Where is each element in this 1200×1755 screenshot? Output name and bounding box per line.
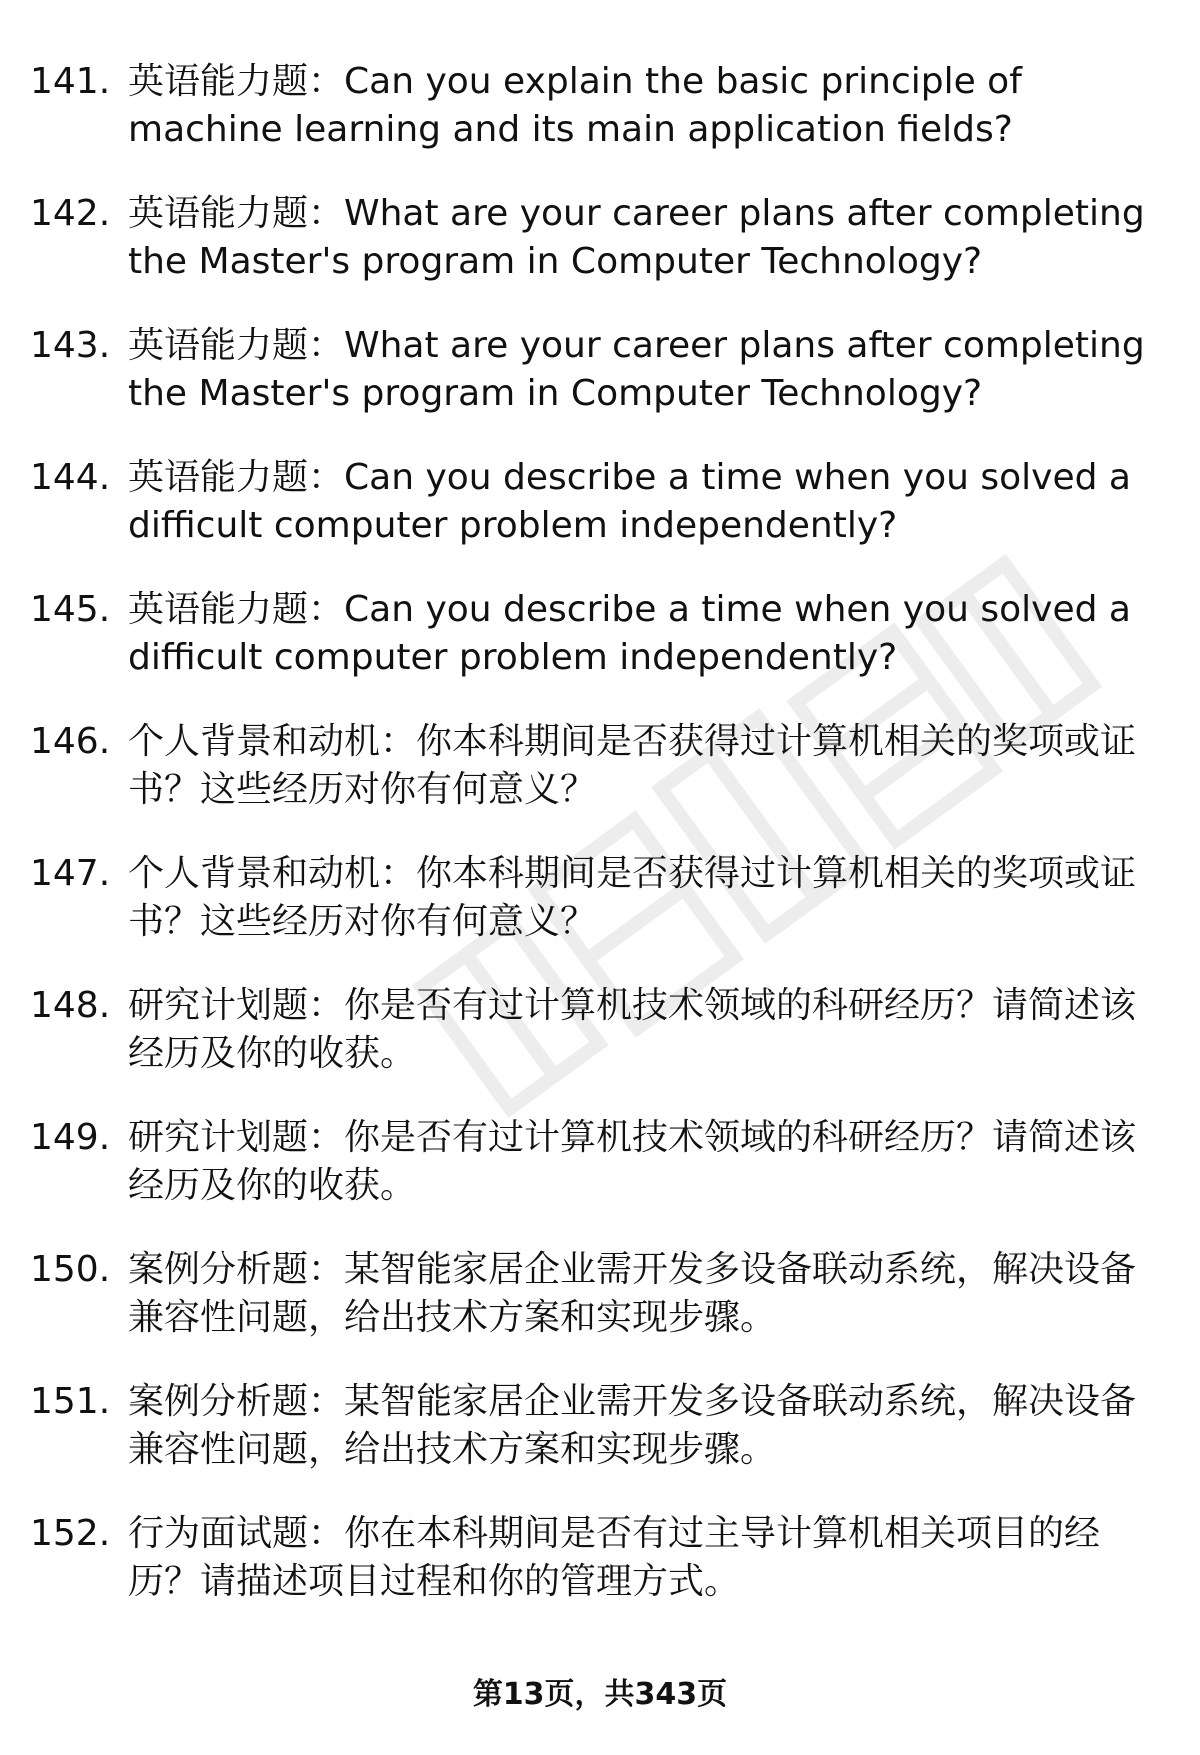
question-item	[0, 850, 1200, 982]
question-item	[0, 454, 1200, 586]
question-text: 英语能力题：Can you describe a time when you solved a difficult computer problem independently?	[128, 589, 1131, 678]
question-item	[0, 982, 1200, 1114]
question-number: 148.	[30, 985, 111, 1026]
question-text: 行为面试题：你在本科期间是否有过主导计算机相关项目的经历？请描述项目过程和你的管理方式。	[128, 1513, 1101, 1602]
question-text: 个人背景和动机：你本科期间是否获得过计算机相关的奖项或证书？这些经历对你有何意义？	[128, 853, 1137, 942]
question-item	[0, 718, 1200, 850]
question-item	[0, 190, 1200, 322]
question-text: 案例分析题：某智能家居企业需开发多设备联动系统，解决设备兼容性问题，给出技术方案和实现步骤。	[128, 1249, 1137, 1338]
question-item	[0, 58, 1200, 190]
question-text: 英语能力题：What are your career plans after completing the Master's program in Computer Technology?	[128, 193, 1145, 282]
question-text: 案例分析题：某智能家居企业需开发多设备联动系统，解决设备兼容性问题，给出技术方案和实现步骤。	[128, 1381, 1137, 1470]
question-number: 150.	[30, 1249, 111, 1290]
question-text: 英语能力题：Can you explain the basic principle of machine learning and its main application fields?	[128, 61, 1022, 150]
question-item	[0, 1510, 1200, 1642]
question-item	[0, 322, 1200, 454]
question-number: 149.	[30, 1117, 111, 1158]
question-number: 152.	[30, 1513, 111, 1554]
question-text: 研究计划题：你是否有过计算机技术领域的科研经历？请简述该经历及你的收获。	[128, 1117, 1137, 1206]
question-number: 142.	[30, 193, 111, 234]
question-number: 141.	[30, 61, 111, 102]
question-list	[0, 58, 1200, 1642]
question-number: 144.	[30, 457, 111, 498]
question-item	[0, 1114, 1200, 1246]
question-text: 研究计划题：你是否有过计算机技术领域的科研经历？请简述该经历及你的收获。	[128, 985, 1137, 1074]
question-number: 147.	[30, 853, 111, 894]
question-item	[0, 1378, 1200, 1510]
question-number: 143.	[30, 325, 111, 366]
question-text: 英语能力题：What are your career plans after completing the Master's program in Computer Technology?	[128, 325, 1145, 414]
question-number: 145.	[30, 589, 111, 630]
question-number: 151.	[30, 1381, 111, 1422]
question-item	[0, 1246, 1200, 1378]
page-footer: 第13页，共343页	[472, 1677, 728, 1712]
question-text: 个人背景和动机：你本科期间是否获得过计算机相关的奖项或证书？这些经历对你有何意义？	[128, 721, 1137, 810]
question-item	[0, 586, 1200, 718]
question-number: 146.	[30, 721, 111, 762]
question-text: 英语能力题：Can you describe a time when you solved a difficult computer problem independently?	[128, 457, 1131, 546]
